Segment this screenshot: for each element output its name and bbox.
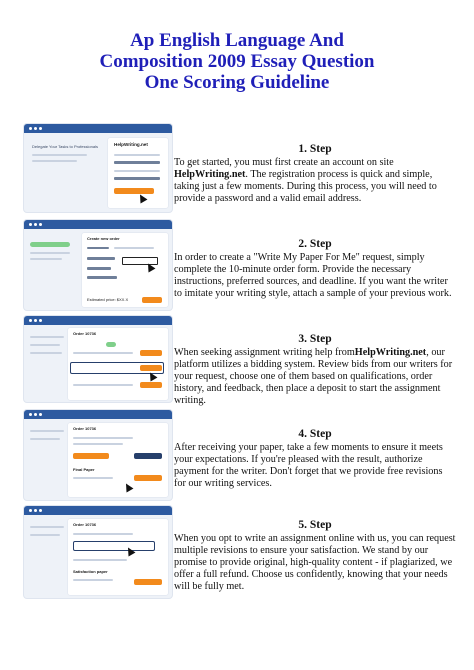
order-number: Order 10736 bbox=[73, 426, 97, 431]
release-payment-button[interactable] bbox=[73, 453, 109, 459]
form-heading: Create new order bbox=[87, 236, 120, 241]
satisfaction-label: Satisfaction paper bbox=[73, 569, 108, 574]
step-1-screenshot bbox=[24, 124, 172, 212]
next-button[interactable] bbox=[142, 297, 162, 303]
screen-heading: Delegate Your Tasks to Professionals bbox=[32, 144, 98, 149]
step-text: To get started, you must first create an account on site HelpWriting.net. The registration process is quick and simple, taking just a few moments. During this process, you will need to provide a password and a valid email address. bbox=[174, 157, 437, 204]
step-3 bbox=[174, 333, 456, 407]
order-number: Order 10736 bbox=[73, 522, 97, 527]
estimated-price: Estimated price: $XX.X bbox=[87, 297, 129, 302]
step-heading: 5. Step bbox=[298, 519, 332, 531]
step-5 bbox=[174, 519, 456, 593]
browser-bar bbox=[24, 316, 172, 325]
order-form bbox=[82, 233, 168, 307]
step-4 bbox=[174, 428, 456, 490]
step-heading: 4. Step bbox=[298, 428, 332, 440]
bids-panel bbox=[68, 328, 168, 400]
step-heading: 1. Step bbox=[298, 143, 332, 155]
hire-button-3[interactable] bbox=[140, 382, 162, 388]
hire-button-1[interactable] bbox=[140, 350, 162, 356]
order-number: Order 10736 bbox=[73, 331, 97, 336]
revision-panel bbox=[68, 519, 168, 595]
step-text: In order to create a "Write My Paper For Me" request, simply complete the 10-minute order form. Provide the necessary instructions, preferred sources, and deadline. If you want the writer to imitate your writing style, attach a sample of your previous work. bbox=[174, 252, 452, 299]
site-link[interactable]: HelpWriting.net bbox=[174, 169, 246, 180]
step-4-screenshot bbox=[24, 410, 172, 500]
browser-bar bbox=[24, 506, 172, 515]
title-line-3: One Scoring Guideline bbox=[144, 72, 330, 93]
step-heading: 3. Step bbox=[298, 333, 332, 345]
step-text: When you opt to write an assignment online with us, you can request multiple revisions to ensure your satisfaction. We stand by our promise to provide original, high-quality content - if plagiarized, we offer a full refund. Choose us confidently, knowing that your needs will be fully met. bbox=[174, 533, 456, 592]
signup-card bbox=[108, 138, 168, 208]
browser-bar bbox=[24, 220, 172, 229]
step-text: When seeking assignment writing help fromHelpWriting.net, our platform utilizes a bidding system. Review bids from our writers for your request, choose one of them based on qualifications, order history, and feedback, then place a deposit to start the assignment writing. bbox=[174, 347, 453, 406]
signup-button[interactable] bbox=[114, 188, 154, 194]
cursor-icon bbox=[123, 482, 134, 493]
step-1 bbox=[174, 143, 456, 205]
hire-button-2[interactable] bbox=[140, 365, 162, 371]
step-text: After receiving your paper, take a few moments to ensure it meets your expectations. If you're pleased with the result, authorize payment for the writer. Don't forget that we provide free revisions for our writing services. bbox=[174, 442, 443, 489]
order-panel bbox=[68, 423, 168, 497]
title-line-1: Ap English Language And bbox=[130, 30, 344, 51]
step-heading: 2. Step bbox=[298, 238, 332, 250]
approve-button[interactable] bbox=[134, 579, 162, 585]
site-link[interactable]: HelpWriting.net bbox=[354, 347, 427, 358]
step-2 bbox=[174, 238, 456, 300]
revision-button[interactable] bbox=[134, 453, 162, 459]
browser-bar bbox=[24, 124, 172, 133]
browser-bar bbox=[24, 410, 172, 419]
step-2-screenshot bbox=[24, 220, 172, 310]
brand-logo: HelpWriting.net bbox=[114, 142, 148, 147]
title-line-2: Composition 2009 Essay Question bbox=[99, 51, 375, 72]
final-paper-label: Final Paper bbox=[73, 467, 95, 472]
step-3-screenshot bbox=[24, 316, 172, 402]
cursor-icon bbox=[137, 193, 148, 204]
page-title bbox=[40, 30, 434, 93]
step-5-screenshot bbox=[24, 506, 172, 598]
download-button[interactable] bbox=[134, 475, 162, 481]
